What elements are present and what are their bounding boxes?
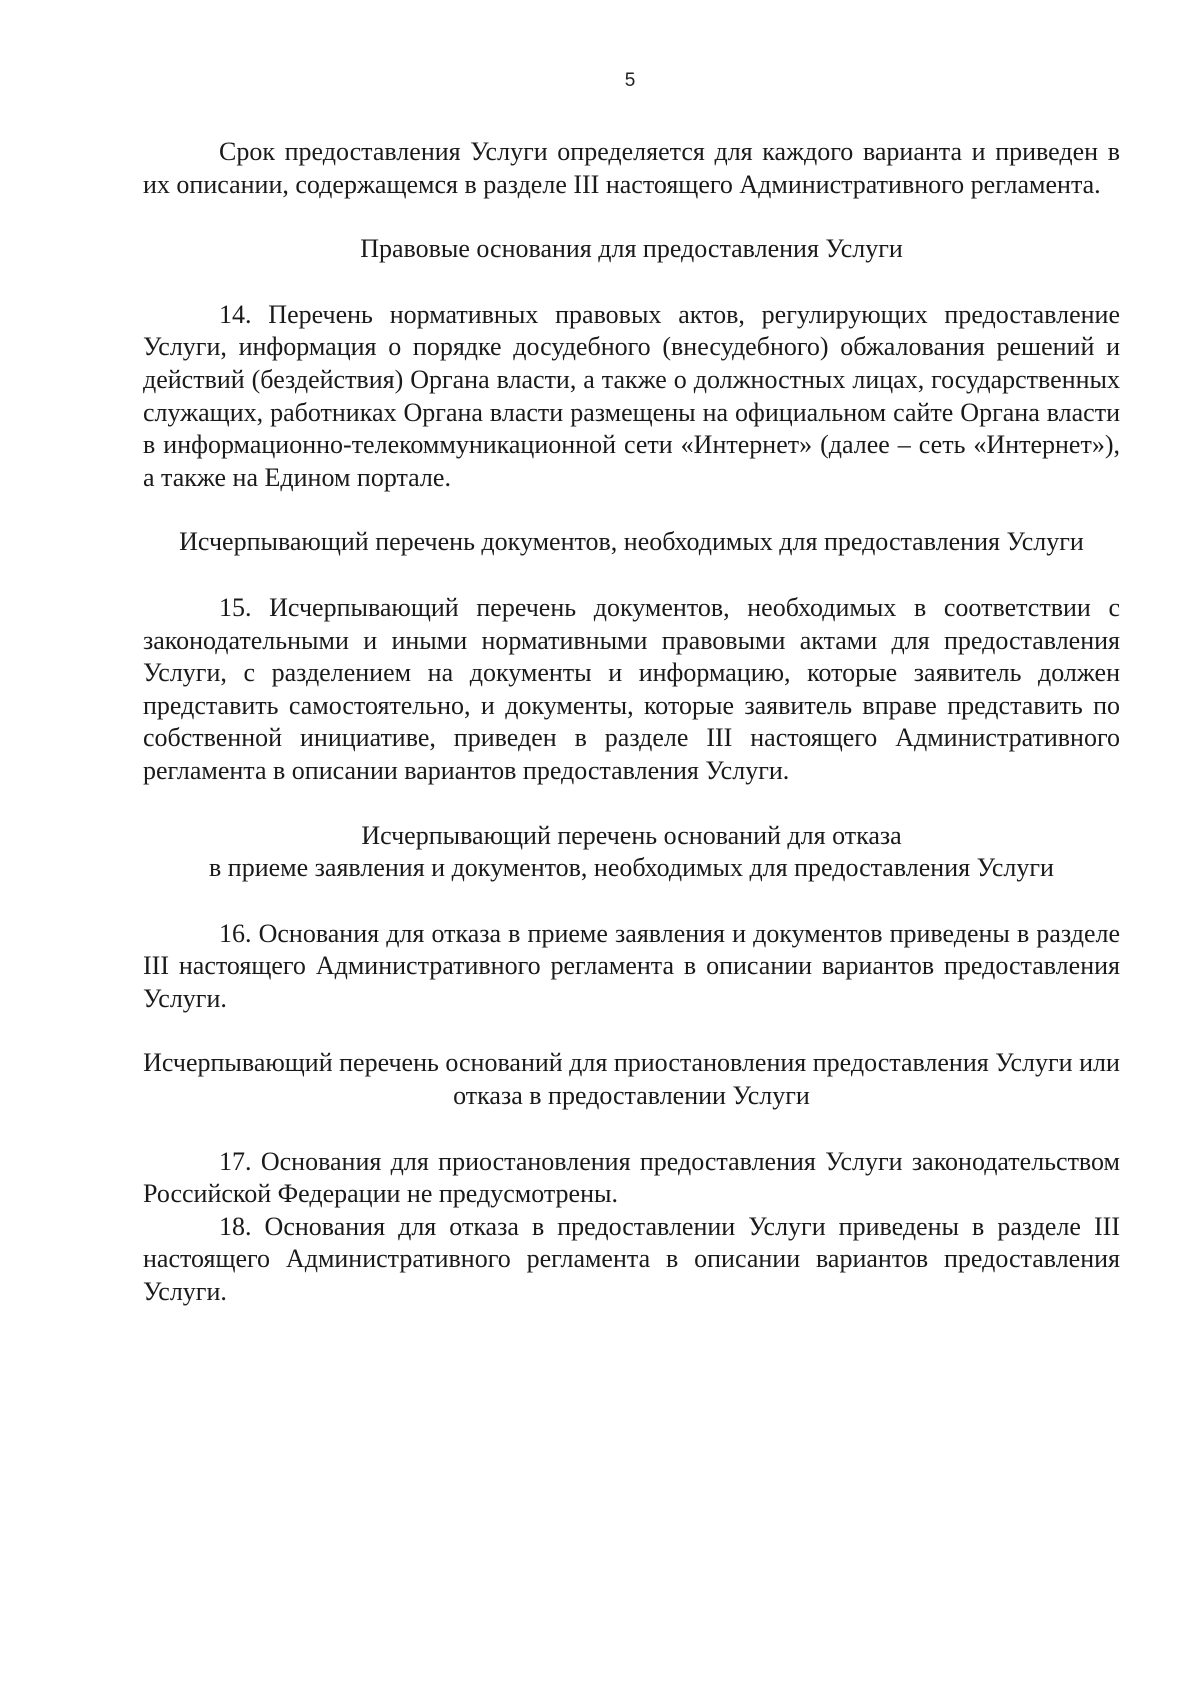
paragraph-16: 16. Основания для отказа в приеме заявления и документов приведены в разделе III настоящего Административного регламента в описании вариантов предоставления Услуги. bbox=[143, 918, 1120, 1013]
paragraph-17: 17. Основания для приостановления предоставления Услуги законодательством Российской Федерации не предусмотрены. bbox=[143, 1146, 1120, 1209]
heading-line: Исчерпывающий перечень оснований для отказа bbox=[361, 820, 902, 850]
paragraph-14: 14. Перечень нормативных правовых актов, регулирующих предоставление Услуги, информация о порядке досудебного (внесудебного) обжалования решений и действий (бездействия) Органа власти, а также о должностных лицах, государственных служащих, работниках Органа власти размещены на официальном сайте Органа власти в информационно-телекоммуникационной сети «Интернет» (далее – сеть «Интернет»), а также на Едином портале. bbox=[143, 299, 1120, 492]
section-heading-suspension: Исчерпывающий перечень оснований для приостановления предоставления Услуги или отказа в предоставлении Услуги bbox=[143, 1048, 1120, 1111]
paragraph-term: Срок предоставления Услуги определяется для каждого варианта и приведен в их описании, содержащемся в разделе III настоящего Административного регламента. bbox=[143, 137, 1120, 199]
heading-line: в приеме заявления и документов, необходимых для предоставления Услуги bbox=[209, 853, 1054, 883]
paragraph-15: 15. Исчерпывающий перечень документов, необходимых в соответствии с законодательными и иными нормативными правовыми актами для предоставления Услуги, с разделением на документы и информацию, которые заявитель должен представить самостоятельно, и документы, которые заявитель вправе представить по собственной инициативе, приведен в разделе III настоящего Административного регламента в описании вариантов предоставления Услуги. bbox=[143, 592, 1120, 785]
section-heading-refusal-acceptance bbox=[143, 820, 1120, 885]
page-number: 5 bbox=[624, 70, 636, 91]
document-body bbox=[143, 136, 1120, 1309]
paragraph-18: 18. Основания для отказа в предоставлении Услуги приведены в разделе III настоящего Административного регламента в описании вариантов предоставления Услуги. bbox=[143, 1211, 1120, 1307]
section-heading-legal-basis: Правовые основания для предоставления Услуги bbox=[360, 234, 903, 264]
section-heading-documents: Исчерпывающий перечень документов, необходимых для предоставления Услуги bbox=[179, 527, 1084, 557]
